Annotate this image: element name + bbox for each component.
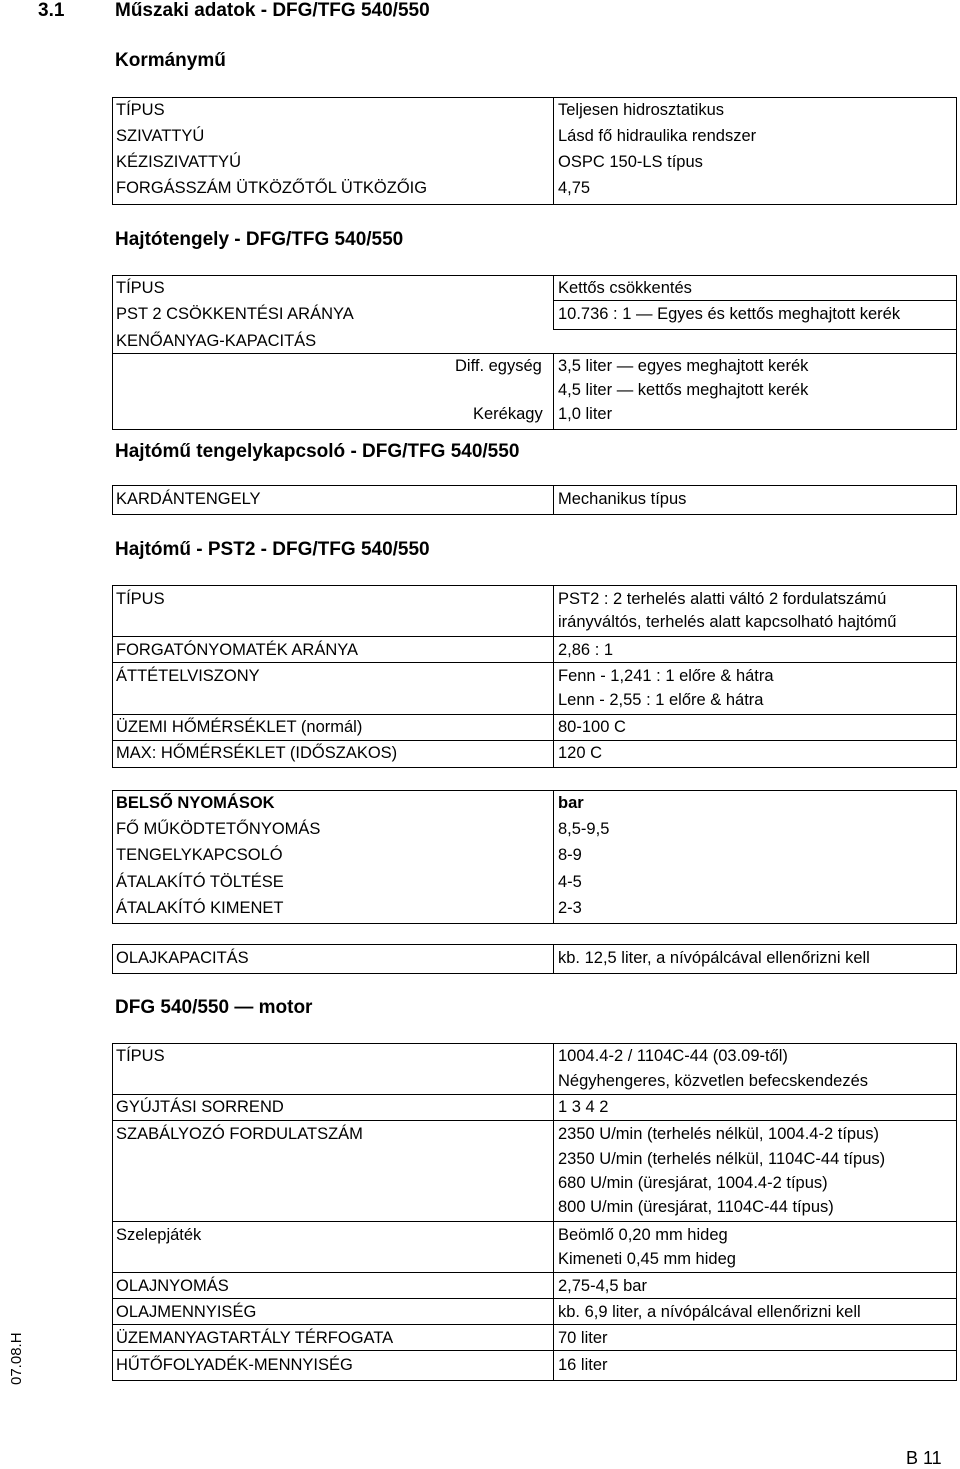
tengelykapcsolo-divider <box>553 485 554 515</box>
hajtotengely-hline-2 <box>553 329 956 330</box>
pressure-label: FŐ MŰKÖDTETŐNYOMÁS <box>116 820 321 838</box>
kormanymu-tipus-value: Teljesen hidrosztatikus <box>558 101 724 119</box>
motor-hline-1 <box>112 1094 956 1095</box>
pst2-hline-4 <box>112 740 956 741</box>
tengelykapcsolo-value: Mechanikus típus <box>558 490 687 508</box>
motor-huto-label: HŰTŐFOLYADÉK-MENNYISÉG <box>116 1356 353 1374</box>
pst2-max-label: MAX: HŐMÉRSÉKLET (IDŐSZAKOS) <box>116 744 398 762</box>
motor-hline-5 <box>112 1298 956 1299</box>
belso-nyomasok-unit: bar <box>558 794 584 812</box>
pst2-tipus-value-1: PST2 : 2 terhelés alatti váltó 2 fordulatszámú <box>558 590 887 608</box>
hajtotengely-kerekagy-label: Kerékagy <box>473 405 543 423</box>
kormanymu-szivattyu-label: SZIVATTYÚ <box>116 127 205 145</box>
hajtotengely-pst-label: PST 2 CSÖKKENTÉSI ARÁNYA <box>116 305 354 323</box>
hajtotengely-divider-top <box>553 275 554 330</box>
pressures-divider <box>553 790 554 924</box>
hajtotengely-tipus-label: TÍPUS <box>116 279 165 297</box>
motor-huto-value: 16 liter <box>558 1356 608 1374</box>
motor-szabalyozo-value: 680 U/min (üresjárat, 1004.4-2 típus) <box>558 1174 828 1192</box>
belso-nyomasok-label: BELSŐ NYOMÁSOK <box>116 794 275 812</box>
motor-hline-2 <box>112 1120 956 1121</box>
motor-szelep-value-2: Kimeneti 0,45 mm hideg <box>558 1250 736 1268</box>
hajtotengely-hline-1 <box>553 300 956 301</box>
pst2-hline-1 <box>112 636 956 637</box>
doc-code: 07.08.H <box>8 1332 25 1385</box>
page-number: B 11 <box>906 1448 942 1468</box>
olajkapacitas-divider <box>553 944 554 974</box>
motor-olajmennyiseg-label: OLAJMENNYISÉG <box>116 1303 257 1321</box>
motor-gyujtasi-value: 1 3 4 2 <box>558 1098 609 1116</box>
pressure-value: 8-9 <box>558 846 582 864</box>
motor-hline-4 <box>112 1272 956 1273</box>
pressure-label: ÁTALAKÍTÓ KIMENET <box>116 899 284 917</box>
motor-tipus-label: TÍPUS <box>116 1047 165 1065</box>
kormanymu-keziszivattyu-label: KÉZISZIVATTYÚ <box>116 153 241 171</box>
kormanymu-tipus-label: TÍPUS <box>116 101 165 119</box>
motor-szabalyozo-value: 2350 U/min (terhelés nélkül, 1004.4-2 típus) <box>558 1125 880 1143</box>
pressure-label: TENGELYKAPCSOLÓ <box>116 846 283 864</box>
hajtotengely-diff-label: Diff. egység <box>455 357 542 375</box>
hajtotengely-pst-value: 10.736 : 1 — Egyes és kettős meghajtott kerék <box>558 305 901 323</box>
hajtotengely-kerekagy-value: 1,0 liter <box>558 405 613 423</box>
pst2-tipus-label: TÍPUS <box>116 590 165 608</box>
motor-hline-7 <box>112 1350 956 1351</box>
pst2-attetel-value-1: Fenn - 1,241 : 1 előre & hátra <box>558 667 774 685</box>
motor-hline-6 <box>112 1324 956 1325</box>
motor-szabalyozo-value: 800 U/min (üresjárat, 1104C-44 típus) <box>558 1198 834 1216</box>
pst2-max-value: 120 C <box>558 744 603 762</box>
pst2-tipus-value-2: irányváltós, terhelés alatt kapcsolható hajtómű <box>558 613 897 631</box>
pst2-uzemi-value: 80-100 C <box>558 718 626 736</box>
motor-hline-3 <box>112 1221 956 1222</box>
pst2-forgato-value: 2,86 : 1 <box>558 641 614 659</box>
motor-tartaly-label: ÜZEMANYAGTARTÁLY TÉRFOGATA <box>116 1329 394 1347</box>
motor-szabalyozo-label: SZABÁLYOZÓ FORDULATSZÁM <box>116 1125 363 1143</box>
pst2-hline-2 <box>112 662 956 663</box>
section-title: Műszaki adatok - DFG/TFG 540/550 <box>115 0 430 21</box>
motor-tartaly-value: 70 liter <box>558 1329 608 1347</box>
hajtotengely-tipus-value: Kettős csökkentés <box>558 279 692 297</box>
kormanymu-title: Kormánymű <box>115 50 226 71</box>
kormanymu-divider <box>553 97 554 205</box>
motor-olajnyomas-label: OLAJNYOMÁS <box>116 1277 229 1295</box>
pst2-attetel-label: ÁTTÉTELVISZONY <box>116 667 260 685</box>
hajtotengely-diff-value-1: 3,5 liter — egyes meghajtott kerék <box>558 357 809 375</box>
tengelykapcsolo-label: KARDÁNTENGELY <box>116 490 261 508</box>
kormanymu-forgasszam-label: FORGÁSSZÁM ÜTKÖZŐTŐL ÜTKÖZŐIG <box>116 179 428 197</box>
motor-tipus-value-1: 1004.4-2 / 1104C-44 (03.09-től) <box>558 1047 788 1065</box>
olajkapacitas-label: OLAJKAPACITÁS <box>116 949 249 967</box>
pressure-value: 8,5-9,5 <box>558 820 610 838</box>
pressure-label: ÁTALAKÍTÓ TÖLTÉSE <box>116 873 284 891</box>
pst2-title: Hajtómű - PST2 - DFG/TFG 540/550 <box>115 539 430 560</box>
kormanymu-szivattyu-value: Lásd fő hidraulika rendszer <box>558 127 757 145</box>
hajtotengely-title: Hajtótengely - DFG/TFG 540/550 <box>115 229 404 250</box>
motor-gyujtasi-label: GYÚJTÁSI SORREND <box>116 1098 284 1116</box>
pressure-value: 4-5 <box>558 873 582 891</box>
motor-szelep-label: Szelepjáték <box>116 1226 202 1244</box>
pressure-value: 2-3 <box>558 899 582 917</box>
pst2-forgato-label: FORGATÓNYOMATÉK ARÁNYA <box>116 641 359 659</box>
pst2-attetel-value-2: Lenn - 2,55 : 1 előre & hátra <box>558 691 764 709</box>
hajtotengely-hline-3 <box>112 353 956 354</box>
tengelykapcsolo-title: Hajtómű tengelykapcsoló - DFG/TFG 540/550 <box>115 441 520 462</box>
pst2-hline-3 <box>112 714 956 715</box>
hajtotengely-kenoanyag-label: KENŐANYAG-KAPACITÁS <box>116 332 317 350</box>
hajtotengely-diff-value-2: 4,5 liter — kettős meghajtott kerék <box>558 381 809 399</box>
section-number: 3.1 <box>38 0 65 21</box>
kormanymu-keziszivattyu-value: OSPC 150-LS típus <box>558 153 703 171</box>
motor-szelep-value-1: Beömlő 0,20 mm hideg <box>558 1226 728 1244</box>
motor-olajnyomas-value: 2,75-4,5 bar <box>558 1277 647 1295</box>
olajkapacitas-value: kb. 12,5 liter, a nívópálcával ellenőrizni kell <box>558 949 870 967</box>
motor-tipus-value-2: Négyhengeres, közvetlen befecskendezés <box>558 1072 869 1090</box>
motor-title: DFG 540/550 — motor <box>115 997 313 1018</box>
motor-olajmennyiseg-value: kb. 6,9 liter, a nívópálcával ellenőrizni kell <box>558 1303 861 1321</box>
kormanymu-forgasszam-value: 4,75 <box>558 179 591 197</box>
hajtotengely-divider-bottom <box>553 353 554 430</box>
motor-szabalyozo-value: 2350 U/min (terhelés nélkül, 1104C-44 típus) <box>558 1150 886 1168</box>
pst2-uzemi-label: ÜZEMI HŐMÉRSÉKLET (normál) <box>116 718 363 736</box>
